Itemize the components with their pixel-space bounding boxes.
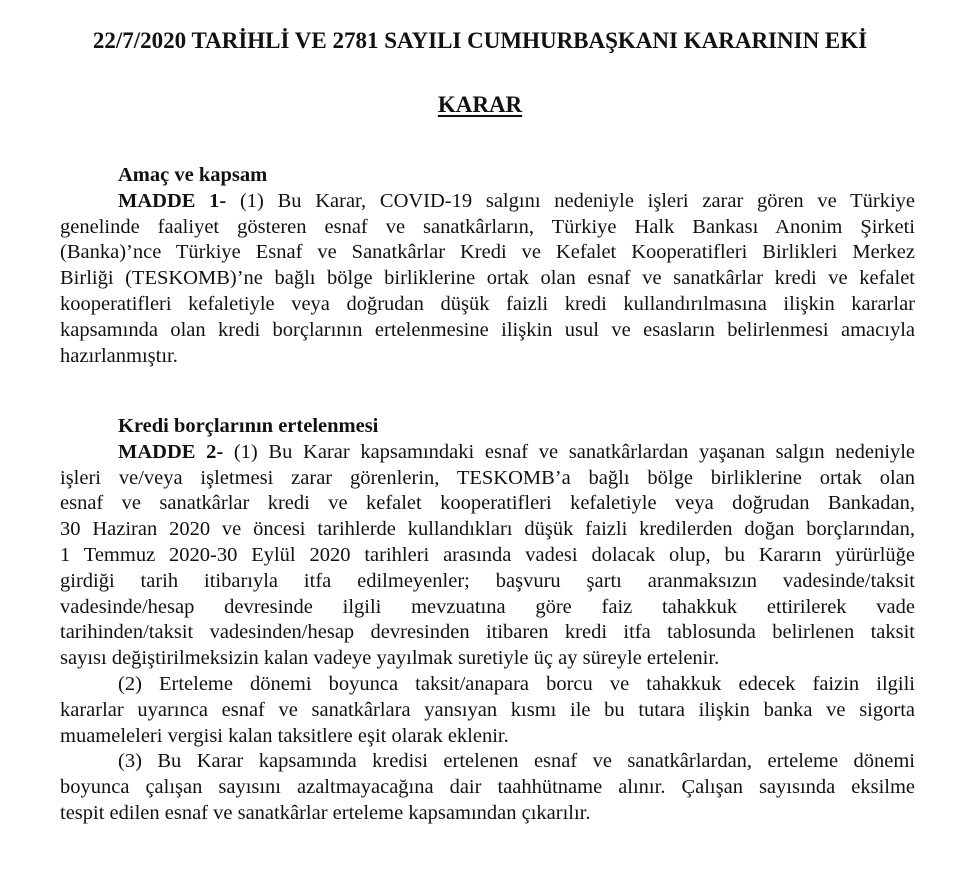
article-2-line: işleri ve/veya işletmesi zarar görenlerin, TESKOMB’a bağlı bölge birliklerine ortak olan bbox=[60, 466, 915, 489]
article-2-line: 1 Temmuz 2020-30 Eylül 2020 tarihleri arasında vadesi dolacak olup, bu Kararın yürürlüğe bbox=[60, 543, 915, 566]
article-2-paragraph-3-line: (3) Bu Karar kapsamında kredisi ertelenen esnaf ve sanatkârlardan, erteleme dönemi bbox=[118, 750, 915, 773]
article-2-paragraph-2-line: (2) Erteleme dönemi boyunca taksit/anapara borcu ve tahakkuk edecek faizin ilgili bbox=[118, 672, 915, 695]
section-2 bbox=[60, 414, 915, 827]
article-1-line: kooperatifleri kefaletiyle veya doğrudan düşük faizli kredi kullandırılmasına ilişkin kararlar bbox=[60, 292, 915, 315]
article-2-label: MADDE 2- bbox=[118, 440, 224, 463]
article-1-text: (1) Bu Karar, COVID-19 salgını nedeniyle işleri zarar gören ve Türkiye bbox=[226, 189, 915, 212]
article-2-paragraph-3-line: boyunca çalışan sayısını azaltmayacağına dair taahhütname alınır. Çalışan sayısında eksilme bbox=[60, 776, 915, 799]
article-2-first-line bbox=[60, 440, 915, 466]
article-1-label: MADDE 1- bbox=[118, 189, 227, 212]
section-1 bbox=[60, 163, 915, 369]
article-1-line: hazırlanmıştır. bbox=[60, 344, 178, 367]
article-2-line: 30 Haziran 2020 ve öncesi tarihlerde kullandıkları düşük faizli kredilerden doğan borçlarından, bbox=[60, 518, 915, 541]
article-1-line: Birliği (TESKOMB)’ne bağlı bölge birliklerine ortak olan esnaf ve sanatkârlar kredi ve kefalet bbox=[60, 267, 915, 290]
article-1-line: kapsamında olan kredi borçlarının ertelenmesine ilişkin usul ve esasların belirlenmesi amacıyla bbox=[60, 318, 915, 341]
article-2-line: girdiği tarih itibarıyla itfa edilmeyenler; başvuru şartı aranmaksızın vadesinde/taksit bbox=[60, 569, 915, 592]
article-2-paragraph-2-line: kararlar uyarınca esnaf ve sanatkârlara yansıyan kısmı ile bu tutara ilişkin banka ve sigorta bbox=[60, 698, 915, 721]
article-2-paragraph-2-line: muameleleri vergisi kalan taksitlere eşit olarak eklenir. bbox=[60, 724, 509, 747]
article-2-paragraph-3-line: tespit edilen esnaf ve sanatkârlar erteleme kapsamından çıkarılır. bbox=[60, 801, 591, 824]
document-title: 22/7/2020 TARİHLİ VE 2781 SAYILI CUMHURBAŞKANI KARARININ EKİ bbox=[92, 28, 868, 53]
article-1-line: (Banka)’nce Türkiye Esnaf ve Sanatkârlar Kredi ve Kefalet Kooperatifleri Birlikleri Merkez bbox=[60, 241, 915, 264]
article-2-text: (1) Bu Karar kapsamındaki esnaf ve sanatkârlardan yaşanan salgın nedeniyle bbox=[223, 440, 915, 463]
section-1-heading: Amaç ve kapsam bbox=[118, 164, 268, 186]
section-2-heading: Kredi borçlarının ertelenmesi bbox=[118, 415, 379, 437]
article-2-line: tarihinden/taksit vadesinden/hesap devresinden itibaren kredi itfa tablosunda belirlenen taksit bbox=[60, 621, 915, 644]
document-subtitle: KARAR bbox=[437, 92, 523, 117]
article-2-line: vadesinde/hesap devresinde ilgili mevzuatına göre faiz tahakkuk ettirilerek vade bbox=[60, 595, 915, 618]
article-2-line: sayısı değiştirilmeksizin kalan vadeye yayılmak suretiyle üç ay süreyle ertelenir. bbox=[60, 647, 720, 670]
article-2-line: esnaf ve sanatkârlar kredi ve kefalet kooperatifleri kefaletiyle veya doğrudan Bankadan, bbox=[60, 492, 915, 515]
article-1-first-line bbox=[60, 189, 915, 215]
article-1-line: genelinde faaliyet gösteren esnaf ve sanatkârların, Türkiye Halk Bankası Anonim Şirketi bbox=[60, 215, 915, 238]
